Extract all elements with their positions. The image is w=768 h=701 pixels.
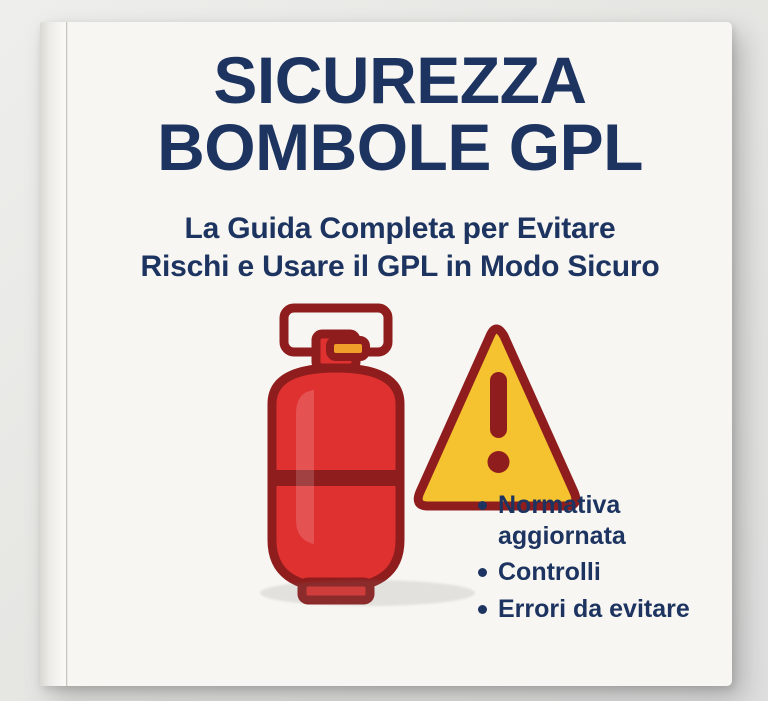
cylinder-ground-shadow	[260, 580, 475, 606]
subtitle-line-2: Rischi e Usare il GPL in Modo Sicuro	[140, 250, 660, 284]
page-subtitle	[68, 210, 732, 287]
feature-bullet-list	[478, 490, 748, 630]
warning-triangle-icon	[418, 329, 576, 506]
bullet-dot-icon	[478, 501, 487, 510]
bullet-label-3: Errori da evitare	[498, 594, 690, 623]
title-line-1: SICUREZZA	[213, 43, 587, 117]
cover-content	[68, 22, 732, 686]
book-spine	[40, 22, 67, 686]
list-item	[478, 594, 748, 625]
book-cover	[40, 22, 732, 686]
bullet-dot-icon	[478, 568, 487, 577]
bullet-label-1: Normativa aggiornata	[498, 491, 626, 550]
title-line-2: BOMBOLE GPL	[157, 110, 643, 185]
list-item	[478, 490, 748, 551]
gas-cylinder-icon	[272, 308, 400, 600]
bullet-dot-icon	[478, 605, 487, 614]
subtitle-line-1: La Guida Completa per Evitare	[184, 212, 616, 245]
page-title	[68, 43, 732, 185]
list-item	[478, 557, 748, 588]
bullet-label-2: Controlli	[498, 558, 601, 586]
